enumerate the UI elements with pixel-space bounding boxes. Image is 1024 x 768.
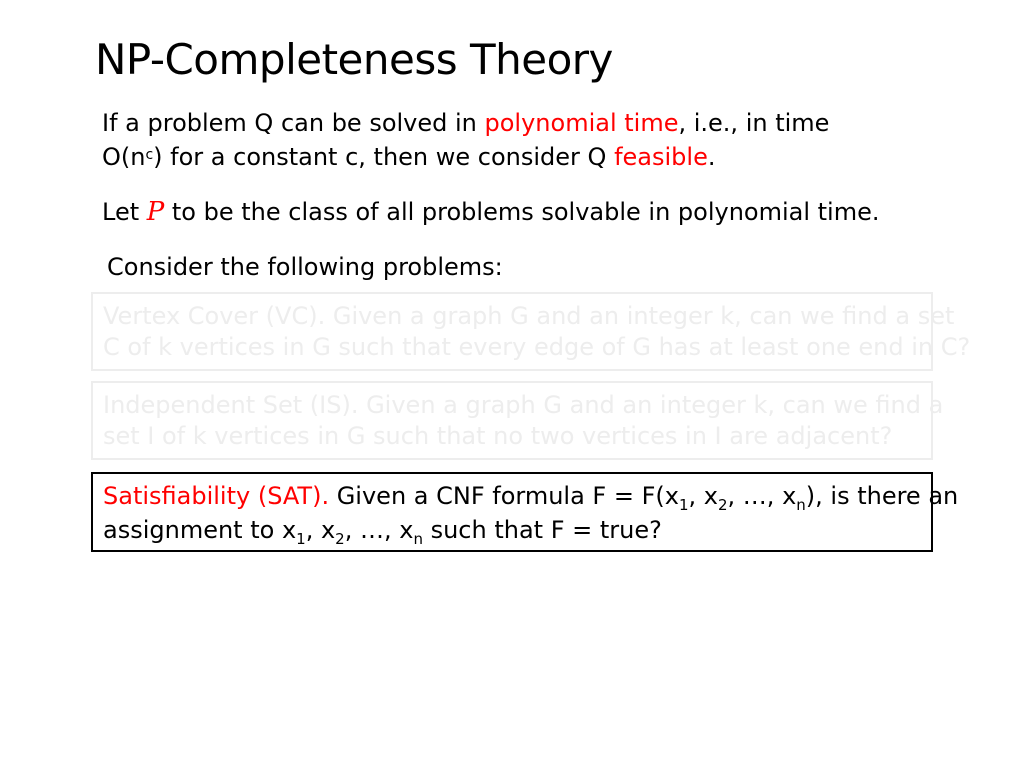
vertex-cover-line-2: C of k vertices in G such that every edge of G has at least one end in C? bbox=[103, 333, 971, 361]
polynomial-time-highlight: polynomial time bbox=[484, 109, 679, 137]
intro-text-5: . bbox=[707, 143, 716, 171]
sub-2: 2 bbox=[718, 496, 728, 514]
sat-text-g: , …, x bbox=[344, 516, 414, 544]
let-text: Let bbox=[102, 198, 147, 226]
sat-text-c: , …, x bbox=[727, 482, 797, 510]
class-p-line bbox=[102, 195, 880, 229]
sat-text-h: such that F = true? bbox=[422, 516, 662, 544]
intro-text-1: If a problem Q can be solved in bbox=[102, 109, 485, 137]
sat-text-e: assignment to x bbox=[103, 516, 297, 544]
satisfiability-name: Satisfiability (SAT). bbox=[103, 482, 330, 510]
sub-n-second: n bbox=[413, 530, 423, 548]
sat-text-a: Given a CNF formula F = F(x bbox=[329, 482, 679, 510]
independent-set-line-2: set I of k vertices in G such that no two vertices in I are adjacent? bbox=[103, 422, 893, 450]
intro-text-2: , i.e., in time bbox=[678, 109, 830, 137]
feasible-highlight: feasible bbox=[614, 143, 708, 171]
sat-text-d: ), is there an bbox=[805, 482, 959, 510]
slide-title: NP-Completeness Theory bbox=[95, 35, 613, 84]
sub-2-second: 2 bbox=[335, 530, 345, 548]
intro-line-2 bbox=[102, 140, 715, 174]
intro-text-4: ) for a constant c, then we consider Q bbox=[153, 143, 615, 171]
intro-text-3: O(n bbox=[102, 143, 146, 171]
satisfiability-line-1 bbox=[103, 481, 959, 515]
independent-set-line-1: Independent Set (IS). Given a graph G and an integer k, can we find a bbox=[103, 391, 944, 419]
satisfiability-box bbox=[91, 472, 959, 552]
independent-set-box bbox=[91, 381, 944, 460]
intro-line-1 bbox=[102, 106, 829, 140]
sat-text-b: , x bbox=[688, 482, 718, 510]
sub-1-second: 1 bbox=[296, 530, 306, 548]
vertex-cover-line-1: Vertex Cover (VC). Given a graph G and an integer k, can we find a set bbox=[103, 302, 955, 330]
satisfiability-line-2 bbox=[103, 515, 921, 549]
vertex-cover-box bbox=[91, 292, 971, 371]
sat-text-f: , x bbox=[305, 516, 336, 544]
consider-heading: Consider the following problems: bbox=[107, 253, 503, 281]
sub-n: n bbox=[796, 496, 806, 514]
exponent-c: c bbox=[145, 147, 154, 163]
class-p-symbol: P bbox=[146, 197, 165, 227]
sub-1: 1 bbox=[678, 496, 689, 514]
class-p-description: to be the class of all problems solvable in polynomial time. bbox=[164, 198, 880, 226]
